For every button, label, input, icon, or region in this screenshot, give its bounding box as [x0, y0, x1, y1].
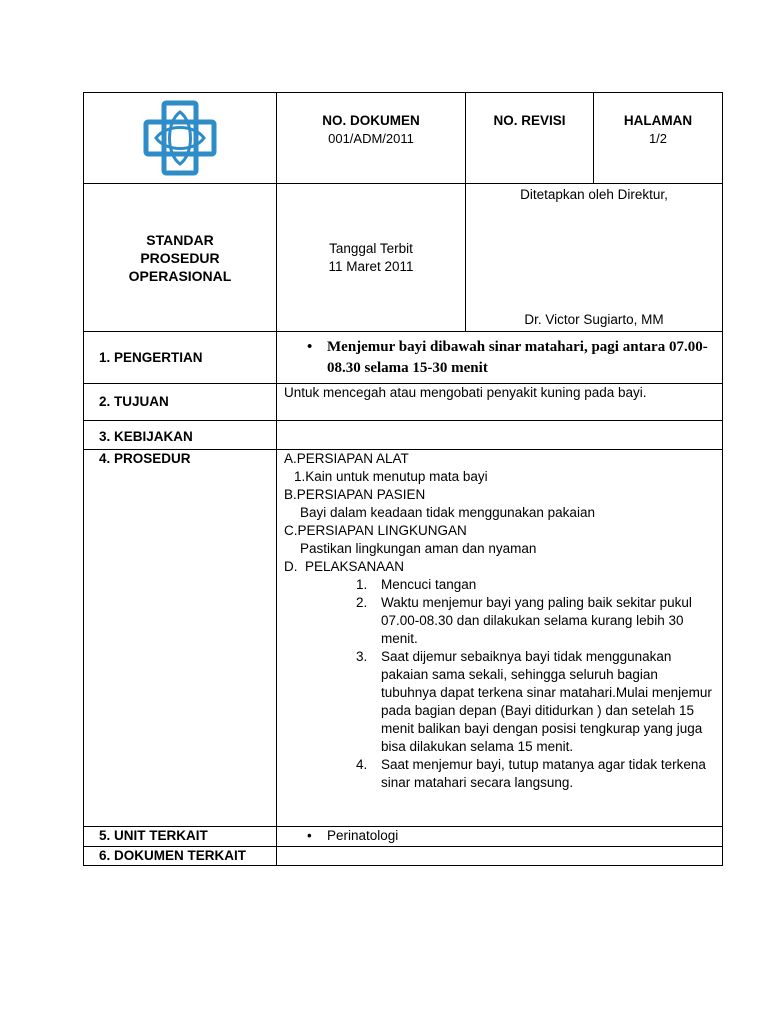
sop-table	[83, 92, 723, 866]
step-text: Mencuci tangan	[381, 577, 477, 592]
no-revisi-label: NO. REVISI	[493, 113, 566, 128]
logo-cell	[84, 93, 277, 184]
dokumen-terkait-text	[277, 847, 723, 866]
tanggal-cell	[277, 184, 466, 332]
halaman-label: HALAMAN	[623, 113, 693, 128]
title-line-2: PROSEDUR	[140, 249, 220, 266]
unit-terkait-label: 5. UNIT TERKAIT	[84, 827, 277, 847]
no-revisi-cell	[466, 93, 594, 184]
pengertian-list	[277, 337, 722, 379]
title-line-3: OPERASIONAL	[128, 267, 232, 284]
dokumen-terkait-label: 6. DOKUMEN TERKAIT	[84, 847, 277, 866]
tanggal-label: Tanggal Terbit	[329, 240, 413, 256]
step-item	[284, 594, 722, 648]
hospital-logo	[142, 98, 218, 178]
ditetapkan-text: Ditetapkan oleh Direktur,	[520, 187, 668, 202]
pelaksanaan-steps	[284, 576, 722, 792]
halaman-value: 1/2	[648, 131, 668, 146]
step-item	[284, 756, 722, 792]
step-text: Saat menjemur bayi, tutup matanya agar tidak terkena sinar matahari secara langsung.	[381, 757, 706, 790]
step-number: 1.	[356, 577, 368, 592]
step-number: 3.	[356, 649, 368, 664]
no-dokumen-cell	[277, 93, 466, 184]
no-dokumen-value: 001/ADM/2011	[328, 131, 414, 146]
pengertian-text: • Menjemur bayi dibawah sinar matahari, pagi antara 07.00-08.30 selama 15-30 menit	[277, 337, 722, 379]
pengertian-cell	[277, 332, 723, 384]
unit-terkait-cell	[277, 827, 723, 847]
step-number: 4.	[356, 757, 368, 772]
director-name: Dr. Victor Sugiarto, MM	[524, 312, 664, 327]
no-dokumen-label: NO. DOKUMEN	[322, 113, 420, 128]
step-number: 2.	[356, 595, 368, 610]
persiapan-lingkungan-item: Pastikan lingkungan aman dan nyaman	[300, 541, 537, 556]
persiapan-alat-title: A.PERSIAPAN ALAT	[284, 451, 409, 466]
prosedur-label: 4. PROSEDUR	[84, 450, 277, 827]
unit-terkait-list	[277, 827, 722, 845]
kebijakan-text	[277, 421, 723, 450]
tujuan-label: 2. TUJUAN	[84, 384, 277, 421]
persiapan-pasien-title: B.PERSIAPAN PASIEN	[284, 487, 426, 502]
approval-cell	[466, 184, 723, 332]
step-text: Saat dijemur sebaiknya bayi tidak menggunakan pakaian sama sekali, sehingga seluruh bagian tubuhnya dapat terkena sinar matahari.Mulai menjemur pada bagian depan (Bayi ditidurkan ) dan setelah 15 menit balikan bayi dengan posisi tengkurap yang juga bisa dilakukan selama 15 menit.	[381, 649, 712, 754]
tujuan-text: Untuk mencegah atau mengobati penyakit kuning pada bayi.	[277, 384, 723, 421]
title-line-1: STANDAR	[146, 231, 214, 248]
prosedur-cell	[277, 450, 723, 827]
kebijakan-label: 3. KEBIJAKAN	[84, 421, 277, 450]
tanggal-value: 11 Maret 2011	[328, 258, 414, 274]
pelaksanaan-title: D. PELAKSANAAN	[284, 559, 405, 574]
step-text: Waktu menjemur bayi yang paling baik sekitar pukul 07.00-08.30 dan dilakukan selama kurang lebih 30 menit.	[381, 595, 692, 646]
step-item	[284, 648, 722, 756]
pengertian-label: 1. PENGERTIAN	[84, 332, 277, 384]
title-cell	[84, 184, 277, 332]
unit-terkait-item: • Perinatologi	[277, 827, 722, 845]
persiapan-alat-item: 1.Kain untuk menutup mata bayi	[294, 469, 488, 484]
persiapan-pasien-item: Bayi dalam keadaan tidak menggunakan pakaian	[300, 505, 595, 520]
halaman-cell	[594, 93, 723, 184]
persiapan-lingkungan-title: C.PERSIAPAN LINGKUNGAN	[284, 523, 467, 538]
step-item	[284, 576, 722, 594]
